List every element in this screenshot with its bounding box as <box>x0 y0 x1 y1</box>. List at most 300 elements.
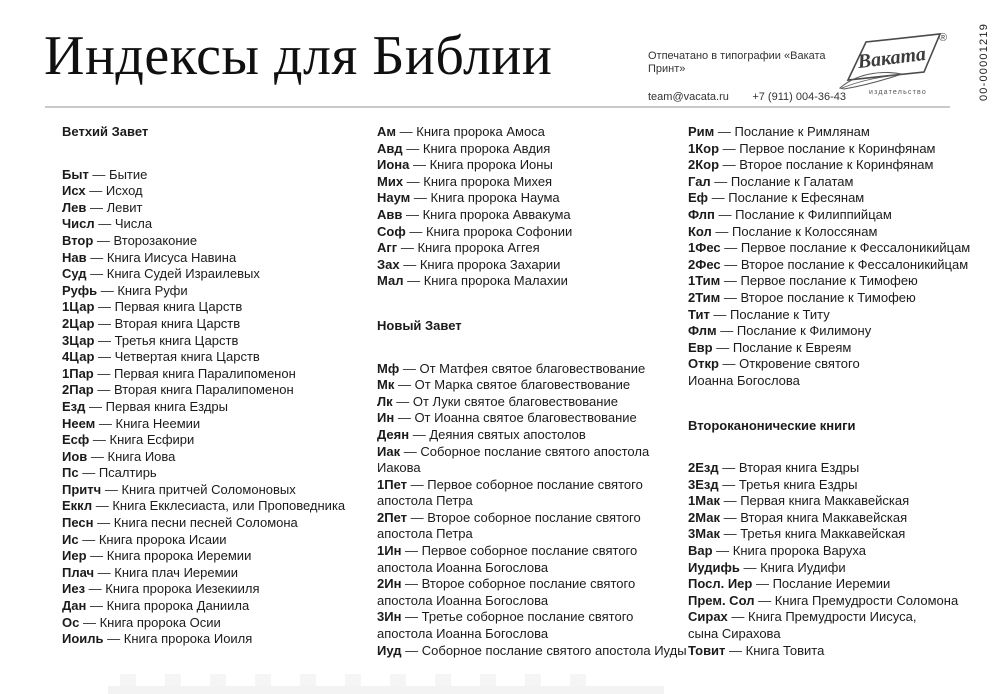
index-entry <box>377 643 688 660</box>
entry-name: Книга пророка Иезекииля <box>105 581 260 597</box>
entry-abbr: Флм <box>688 323 717 339</box>
dash-separator: — <box>78 531 99 547</box>
index-entry <box>62 449 377 466</box>
index-entry <box>377 477 688 510</box>
print-code-vertical: 00-00001219 <box>978 22 990 102</box>
dash-separator: — <box>410 190 431 206</box>
index-entry <box>62 532 377 549</box>
registered-mark-icon: ® <box>939 32 948 44</box>
entry-name: Книга пророка Амоса <box>416 124 545 139</box>
dash-separator: — <box>86 548 107 564</box>
entry-name: Второе послание к Тимофею <box>740 289 916 305</box>
entry-name: Послание Иеремии <box>772 576 891 592</box>
contact-email: team@vacata.ru <box>648 91 729 103</box>
index-entry <box>62 631 377 648</box>
index-column <box>688 124 970 659</box>
dash-separator: — <box>407 476 428 492</box>
vacata-logo-graphic <box>836 28 948 104</box>
entry-abbr: 1Тим <box>688 273 721 289</box>
dash-separator: — <box>720 273 741 289</box>
entry-name: Откровение святого Иоанна Богослова <box>688 356 860 388</box>
dash-separator: — <box>396 124 417 139</box>
entry-name: Послание к Галатам <box>730 173 854 189</box>
dash-separator: — <box>400 443 421 459</box>
entry-abbr: Плач <box>62 564 95 580</box>
index-entry <box>688 290 970 307</box>
entry-abbr: Ис <box>62 531 79 547</box>
entry-name: Книга пророка Иоиля <box>123 631 253 647</box>
entry-name: Вторая книга Царств <box>114 315 241 331</box>
dash-separator: — <box>95 415 116 431</box>
vacata-logo <box>836 28 948 104</box>
index-entry <box>688 356 970 389</box>
index-entry <box>688 560 970 577</box>
entry-abbr: Ос <box>62 614 80 630</box>
entry-abbr: Посл. Иер <box>688 576 753 592</box>
entry-name: Первая книга Царств <box>114 299 243 315</box>
entry-abbr: 2Тим <box>688 289 721 305</box>
entry-name: Книга Есфири <box>109 432 195 448</box>
entry-name: Числа <box>114 216 153 232</box>
dash-separator: — <box>94 299 115 315</box>
index-entry <box>688 190 970 207</box>
entry-name: Книга Товита <box>745 642 825 658</box>
entry-abbr: Числ <box>62 216 95 232</box>
print-info <box>648 50 846 104</box>
dash-separator: — <box>85 581 106 597</box>
dash-separator: — <box>86 249 107 265</box>
entry-name: Книга Иисуса Навина <box>106 249 237 265</box>
entry-abbr: 1Мак <box>688 493 720 509</box>
index-entry <box>377 157 688 174</box>
index-entry <box>62 316 377 333</box>
logo-tagline: издательство <box>869 89 927 96</box>
index-entry <box>377 543 688 576</box>
index-entry <box>688 307 970 324</box>
page-title: Индексы для Библии <box>44 25 553 87</box>
index-tab-bar <box>108 686 664 694</box>
entry-abbr: Еккл <box>62 498 93 514</box>
entry-abbr: Прем. Сол <box>688 592 755 608</box>
dash-separator: — <box>402 206 423 222</box>
dash-separator: — <box>86 598 107 614</box>
entry-abbr: Исх <box>62 183 86 199</box>
entry-abbr: Втор <box>62 232 94 248</box>
entry-abbr: Есф <box>62 432 90 448</box>
index-entry <box>62 366 377 383</box>
dash-separator: — <box>79 614 100 630</box>
entry-name: Книга пророка Малахии <box>423 273 568 289</box>
entry-name: Книга Екклесиаста, или Проповедника <box>112 498 346 514</box>
entry-name: Книга пророка Наума <box>430 190 560 206</box>
entry-abbr: Авд <box>377 140 403 156</box>
entry-name: Левит <box>106 199 143 215</box>
entry-abbr: Езд <box>62 398 86 414</box>
entry-abbr: Еф <box>688 190 709 206</box>
entry-abbr: Соф <box>377 223 406 239</box>
dash-separator: — <box>710 173 731 189</box>
entry-abbr: Деян <box>377 426 410 442</box>
index-block <box>688 124 970 390</box>
entry-abbr: Сирах <box>688 609 728 625</box>
entry-name: Второе послание к Фессалоникийцам <box>740 256 969 272</box>
index-entry <box>688 240 970 257</box>
entry-name: Книга пророка Михея <box>423 173 553 189</box>
index-block <box>377 124 688 290</box>
entry-abbr: Пс <box>62 465 79 481</box>
entry-abbr: Иона <box>377 157 410 173</box>
index-entry <box>62 233 377 250</box>
dash-separator: — <box>85 183 106 199</box>
index-entry <box>62 299 377 316</box>
entry-abbr: 3Мак <box>688 526 720 542</box>
index-entry <box>377 394 688 411</box>
dash-separator: — <box>394 377 415 393</box>
index-entry <box>62 498 377 515</box>
entry-name: Бытие <box>109 166 148 182</box>
entry-abbr: Нав <box>62 249 87 265</box>
dash-separator: — <box>93 515 114 531</box>
entry-abbr: Суд <box>62 266 87 282</box>
entry-abbr: Авв <box>377 206 403 222</box>
entry-name: Псалтирь <box>98 465 157 481</box>
entry-name: Послание к Титу <box>730 306 830 322</box>
dash-separator: — <box>712 543 733 559</box>
index-entry <box>62 581 377 598</box>
index-entry <box>62 266 377 283</box>
entry-name: Книга пророка Аввакума <box>422 206 571 222</box>
dash-separator: — <box>712 339 733 355</box>
entry-abbr: 2Мак <box>688 509 720 525</box>
entry-name: Первое послание к Фессалоникийцам <box>740 240 971 256</box>
index-entry <box>688 157 970 174</box>
entry-abbr: 2Ин <box>377 576 402 592</box>
entry-abbr: Иер <box>62 548 87 564</box>
dash-separator: — <box>399 360 420 376</box>
dash-separator: — <box>97 282 118 298</box>
index-entry <box>688 543 970 560</box>
dash-separator: — <box>409 157 430 173</box>
entry-name: Третья книга Царств <box>114 332 239 348</box>
index-entry <box>377 410 688 427</box>
index-entry <box>688 643 970 660</box>
index-block <box>688 418 970 660</box>
entry-abbr: 1Пет <box>377 476 407 492</box>
index-entry <box>688 526 970 543</box>
dash-separator: — <box>714 206 736 222</box>
entry-abbr: Мф <box>377 360 400 376</box>
dash-separator: — <box>86 199 107 215</box>
dash-separator: — <box>94 216 115 232</box>
entry-abbr: Мк <box>377 377 395 393</box>
entry-abbr: 2Фес <box>688 256 721 272</box>
entry-name: Третье соборное послание святого апостола Иоанна Богослова <box>377 609 634 642</box>
index-entry <box>377 174 688 191</box>
dash-separator: — <box>94 564 115 580</box>
dash-separator: — <box>86 266 107 282</box>
dash-separator: — <box>739 559 761 575</box>
dash-separator: — <box>754 592 775 608</box>
index-entry <box>688 493 970 510</box>
entry-name: Послание к Римлянам <box>734 124 870 139</box>
entry-name: Книга Премудрости Соломона <box>774 592 959 608</box>
dash-separator: — <box>714 124 735 139</box>
index-entry <box>62 515 377 532</box>
entry-name: Соборное послание святого апостола Иуды <box>421 642 687 658</box>
entry-name: Послание к Филиппийцам <box>735 206 892 222</box>
entry-abbr: Ам <box>377 124 397 139</box>
entry-abbr: Рим <box>688 124 715 139</box>
index-entry <box>62 399 377 416</box>
index-column <box>62 124 377 659</box>
entry-name: Книга пророка Осии <box>99 614 221 630</box>
entry-abbr: Кол <box>688 223 712 239</box>
entry-abbr: Иов <box>62 448 88 464</box>
index-entry <box>688 340 970 357</box>
dash-separator: — <box>397 240 418 256</box>
entry-abbr: 3Ин <box>377 609 402 625</box>
index-entry <box>377 207 688 224</box>
index-entry <box>377 240 688 257</box>
index-columns <box>62 124 971 659</box>
entry-abbr: Агг <box>377 240 398 256</box>
entry-abbr: Евр <box>688 339 713 355</box>
index-entry <box>62 482 377 499</box>
entry-name: Книга Судей Израилевых <box>106 266 260 282</box>
logo-wordmark: Ваката <box>856 42 928 74</box>
index-block <box>377 318 688 659</box>
index-entry <box>688 141 970 158</box>
entry-abbr: Иоиль <box>62 631 104 647</box>
dash-separator: — <box>89 432 110 448</box>
index-entry <box>688 273 970 290</box>
index-entry <box>377 444 688 477</box>
index-entry <box>688 510 970 527</box>
dash-separator: — <box>403 173 424 189</box>
entry-abbr: 2Пар <box>62 382 94 398</box>
dash-separator: — <box>720 240 741 256</box>
entry-abbr: 2Цар <box>62 315 95 331</box>
index-column <box>377 124 688 659</box>
dash-separator: — <box>403 273 424 289</box>
entry-name: Второзаконие <box>113 232 198 248</box>
entry-abbr: 2Кор <box>688 157 720 173</box>
dash-separator: — <box>94 332 115 348</box>
index-entry <box>688 257 970 274</box>
entry-name: Книга песни песней Соломона <box>113 515 298 531</box>
entry-name: От Луки святое благовествование <box>412 393 618 409</box>
dash-separator: — <box>405 223 426 239</box>
index-entry <box>62 548 377 565</box>
entry-abbr: Товит <box>688 642 726 658</box>
entry-name: Второе послание к Коринфянам <box>739 157 934 173</box>
entry-name: Книга пророка Иеремии <box>106 548 252 564</box>
dash-separator: — <box>718 476 739 492</box>
section-heading: Новый Завет <box>377 317 462 333</box>
dash-separator: — <box>93 365 114 381</box>
entry-abbr: Быт <box>62 166 89 182</box>
dash-separator: — <box>399 256 420 272</box>
index-entry <box>377 510 688 543</box>
entry-abbr: Флп <box>688 206 715 222</box>
entry-name: Вторая книга Паралипоменон <box>113 382 294 398</box>
index-entry <box>377 609 688 642</box>
index-tabs-edge <box>108 673 664 694</box>
dash-separator: — <box>718 356 740 372</box>
dash-separator: — <box>725 642 746 658</box>
entry-abbr: Мих <box>377 173 404 189</box>
dash-separator: — <box>719 493 741 509</box>
dash-separator: — <box>720 289 741 305</box>
dash-separator: — <box>401 609 422 625</box>
index-entry <box>62 565 377 582</box>
entry-name: Книга пророка Аггея <box>417 240 540 256</box>
dash-separator: — <box>401 576 422 592</box>
entry-name: Послание к Ефесянам <box>728 190 865 206</box>
index-entry <box>377 576 688 609</box>
entry-abbr: 2Езд <box>688 460 719 476</box>
entry-name: Книга Премудрости Иисуса, сына Сирахова <box>688 609 917 642</box>
index-entry <box>62 349 377 366</box>
entry-name: Второе соборное послание святого апостола Иоанна Богослова <box>377 576 636 608</box>
index-entry <box>377 377 688 394</box>
index-entry <box>688 124 970 141</box>
dash-separator: — <box>719 526 741 542</box>
index-entry <box>688 609 970 642</box>
entry-name: От Матфея святое благовествование <box>419 360 646 376</box>
entry-name: Книга пророка Даниила <box>106 598 250 614</box>
index-entry <box>377 257 688 274</box>
entry-name: Послание к Евреям <box>732 339 852 355</box>
entry-abbr: Руфь <box>62 282 98 298</box>
entry-name: Первое соборное послание святого апостола Иоанна Богослова <box>377 543 638 575</box>
index-entry <box>62 432 377 449</box>
entry-name: Книга Неемии <box>115 415 201 431</box>
entry-abbr: Мал <box>377 273 404 289</box>
entry-name: Книга Руфи <box>117 282 188 298</box>
entry-name: Второе соборное послание святого апостола Петра <box>377 509 641 542</box>
dash-separator: — <box>401 543 422 559</box>
index-entry <box>688 224 970 241</box>
entry-abbr: Дан <box>62 598 87 614</box>
index-entry <box>688 593 970 610</box>
dash-separator: — <box>752 576 773 592</box>
dash-separator: — <box>87 448 108 464</box>
dash-separator: — <box>708 190 729 206</box>
dash-separator: — <box>93 232 114 248</box>
entry-abbr: Гал <box>688 173 711 189</box>
entry-abbr: Вар <box>688 543 713 559</box>
dash-separator: — <box>394 410 415 426</box>
entry-name: Книга плач Иеремии <box>114 564 239 580</box>
entry-abbr: 1Кор <box>688 140 720 156</box>
dash-separator: — <box>720 256 741 272</box>
dash-separator: — <box>719 509 741 525</box>
entry-name: Книга пророка Исаии <box>98 531 227 547</box>
dash-separator: — <box>88 166 110 182</box>
entry-name: Первая книга Ездры <box>105 398 229 414</box>
entry-name: Послание к Филимону <box>736 323 872 339</box>
dash-separator: — <box>85 398 106 414</box>
entry-name: Первая книга Паралипоменон <box>113 365 296 381</box>
entry-abbr: 4Цар <box>62 349 95 365</box>
dash-separator: — <box>101 481 122 497</box>
dash-separator: — <box>709 306 731 322</box>
index-entry <box>688 323 970 340</box>
dash-separator: — <box>718 460 739 476</box>
entry-abbr: 1Фес <box>688 240 721 256</box>
index-entry <box>377 224 688 241</box>
entry-name: Первое послание к Тимофею <box>740 273 918 289</box>
entry-name: Книга пророка Варуха <box>732 543 866 559</box>
dash-separator: — <box>78 465 99 481</box>
entry-name: Книга пророка Софонии <box>425 223 573 239</box>
index-entry <box>377 124 688 141</box>
index-entry <box>62 333 377 350</box>
entry-abbr: 3Цар <box>62 332 95 348</box>
dash-separator: — <box>727 609 749 625</box>
entry-abbr: 1Цар <box>62 299 95 315</box>
entry-abbr: Притч <box>62 481 102 497</box>
dash-separator: — <box>716 323 737 339</box>
index-entry <box>688 174 970 191</box>
entry-name: От Марка святое благовествование <box>414 377 631 393</box>
entry-abbr: Песн <box>62 515 94 531</box>
dash-separator: — <box>94 349 115 365</box>
entry-abbr: 1Пар <box>62 365 94 381</box>
index-block <box>62 124 377 648</box>
index-entry <box>62 382 377 399</box>
entry-name: Книга Иудифи <box>760 559 846 575</box>
dash-separator: — <box>711 223 733 239</box>
index-entry <box>377 361 688 378</box>
index-entry <box>377 273 688 290</box>
entry-name: Третья книга Маккавейская <box>740 526 906 542</box>
index-entry <box>62 283 377 300</box>
entry-abbr: Наум <box>377 190 411 206</box>
entry-name: Исход <box>105 183 143 199</box>
entry-name: Книга пророка Ионы <box>429 157 553 173</box>
index-entry <box>62 416 377 433</box>
dash-separator: — <box>92 498 113 514</box>
dash-separator: — <box>401 642 422 658</box>
entry-name: Книга притчей Соломоновых <box>121 481 296 497</box>
entry-abbr: Иуд <box>377 642 402 658</box>
index-entry <box>62 465 377 482</box>
entry-name: Третья книга Ездры <box>738 476 858 492</box>
index-entry <box>688 477 970 494</box>
index-entry <box>377 141 688 158</box>
dash-separator: — <box>93 382 114 398</box>
entry-name: Книга пророка Авдия <box>422 140 551 156</box>
entry-name: Книга Иова <box>107 448 176 464</box>
entry-name: От Иоанна святое благовествование <box>414 410 637 426</box>
entry-abbr: Иез <box>62 581 86 597</box>
entry-abbr: Зах <box>377 256 400 272</box>
index-entry <box>62 615 377 632</box>
entry-abbr: Иак <box>377 443 401 459</box>
index-entry <box>62 250 377 267</box>
dash-separator: — <box>94 315 115 331</box>
entry-name: Первая книга Маккавейская <box>740 493 910 509</box>
dash-separator: — <box>719 157 740 173</box>
entry-name: Первое послание к Коринфянам <box>739 140 936 156</box>
index-entry <box>62 598 377 615</box>
dash-separator: — <box>407 509 428 525</box>
entry-abbr: Ин <box>377 410 395 426</box>
index-entry <box>688 576 970 593</box>
entry-name: Соборное послание святого апостола Иакова <box>377 443 650 476</box>
